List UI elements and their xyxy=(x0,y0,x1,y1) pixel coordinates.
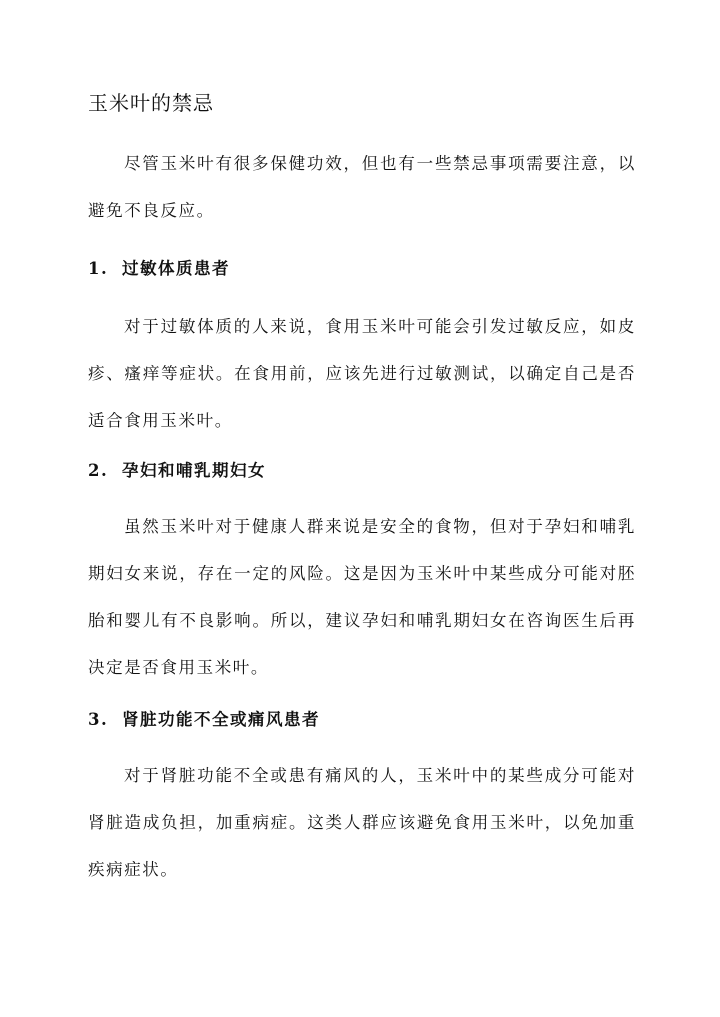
intro-paragraph: 尽管玉米叶有很多保健功效，但也有一些禁忌事项需要注意，以避免不良反应。 xyxy=(88,154,636,220)
section-number: 2. xyxy=(88,461,109,480)
section-heading-text: 肾脏功能不全或痛风患者 xyxy=(122,710,320,729)
section-body-kidney-gout: 对于肾脏功能不全或患有痛风的人，玉米叶中的某些成分可能对肾脏造成负担，加重病症。这类人群应该避免食用玉米叶，以免加重疾病症状。 xyxy=(88,766,636,879)
section-heading-text: 过敏体质患者 xyxy=(122,259,230,278)
section-body-pregnancy: 虽然玉米叶对于健康人群来说是安全的食物，但对于孕妇和哺乳期妇女来说，存在一定的风险。这是因为玉米叶中某些成分可能对胚胎和婴儿有不良影响。所以，建议孕妇和哺乳期妇女在咨询医生后再决定是否食用玉米叶。 xyxy=(88,517,636,677)
page-title: 玉米叶的禁忌 xyxy=(88,91,214,115)
section-heading-kidney-gout xyxy=(88,707,320,733)
section-body-allergy: 对于过敏体质的人来说，食用玉米叶可能会引发过敏反应，如皮疹、瘙痒等症状。在食用前，应该先进行过敏测试，以确定自己是否适合食用玉米叶。 xyxy=(88,317,636,430)
section-heading-text: 孕妇和哺乳期妇女 xyxy=(122,461,266,480)
section-number: 1. xyxy=(88,259,109,278)
section-heading-pregnancy xyxy=(88,458,266,484)
section-heading-allergy xyxy=(88,256,230,282)
section-number: 3. xyxy=(88,710,109,729)
